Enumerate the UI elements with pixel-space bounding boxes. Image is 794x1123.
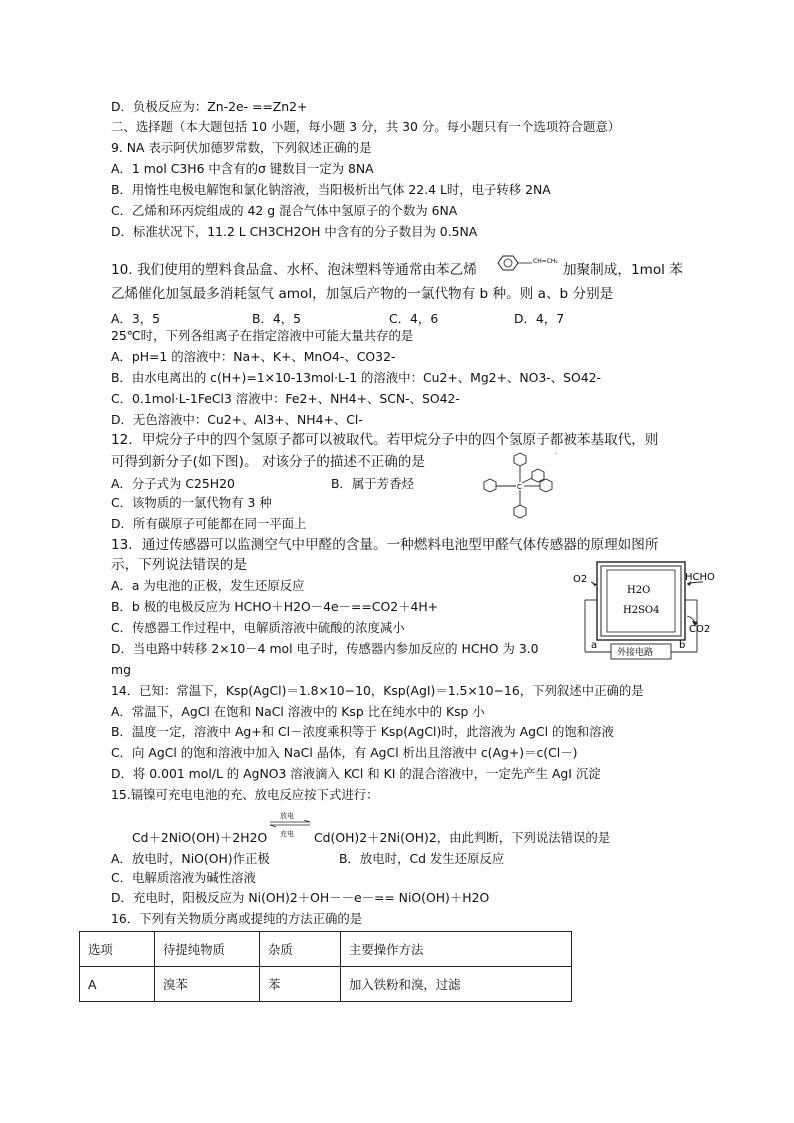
q13-option-c: C．传感器工作过程中，电解质溶液中硫酸的浓度减小 <box>111 620 405 635</box>
q12-option-a: A．分子式为 C25H20 <box>111 476 235 491</box>
cell-option: A <box>80 967 155 1002</box>
q10-option-c: C．4，6 <box>389 311 439 326</box>
h2so4-label: H2SO4 <box>623 605 660 616</box>
q9-option-d: D．标准状况下，11.2 L CH3CH2OH 中含有的分子数目为 0.5NA <box>111 224 478 239</box>
q10-option-a: A．3，5 <box>111 311 161 326</box>
q10-stem-part1: 10. 我们使用的塑料食品盒、水杯、泡沫塑料等通常由苯乙烯 <box>111 262 477 278</box>
q15-option-b: B．放电时，Cd 发生还原反应 <box>339 851 505 866</box>
q14-option-d: D．将 0.001 mol/L 的 AgNO3 溶液滴入 KCl 和 KI 的混合溶液中，一定先产生 AgI 沉淀 <box>111 766 601 781</box>
q13-stem-line2: 示，下列说法错误的是 <box>111 557 247 573</box>
external-circuit-label: 外接电路 <box>617 648 654 658</box>
q12-option-d: D．所有碳原子可能都在同一平面上 <box>111 516 307 531</box>
co2-label: CO2 <box>689 624 711 635</box>
table-row <box>80 967 572 1002</box>
q14-option-a: A．常温下，AgCl 在饱和 NaCl 溶液中的 Ksp 比在纯水中的 Ksp 小 <box>111 704 485 719</box>
header-method: 主要操作方法 <box>341 932 572 967</box>
q11-option-d: D．无色溶液中：Cu2+、Al3+、NH4+、Cl- <box>111 412 363 427</box>
q13-option-d-cont: mg <box>111 662 131 677</box>
q11-option-c: C．0.1mol·L-1FeCl3 溶液中：Fe2+、NH4+、SCN-、SO42- <box>111 391 460 406</box>
cell-impurity: 苯 <box>260 967 341 1002</box>
q12-option-b: B．属于芳香烃 <box>331 476 414 491</box>
q9-option-b: B．用惰性电极电解饱和氯化钠溶液，当阳极析出气体 22.4 L时，电子转移 2NA <box>111 182 551 197</box>
arrow-top-label: 放电 <box>280 812 294 820</box>
q11-stem: 25℃时，下列各组离子在指定溶液中可能大量共存的是 <box>111 328 414 343</box>
styrene-structure <box>492 252 562 274</box>
q13-stem-line1: 13．通过传感器可以监测空气中甲醛的含量。一种燃料电池型甲醛气体传感器的原理如图所 <box>111 537 659 553</box>
arrow-bottom-label: 充电 <box>280 830 294 838</box>
q13-option-a: A．a 为电池的正极，发生还原反应 <box>111 578 305 593</box>
q14-option-b: B．温度一定，溶液中 Ag+和 Cl－浓度乘积等于 Ksp(AgCl)时，此溶液为 AgCl 的饱和溶液 <box>111 724 614 739</box>
cell-method: 加入铁粉和溴，过滤 <box>341 967 572 1002</box>
q15-option-c: C．电解质溶液为碱性溶液 <box>111 870 256 885</box>
tetraphenylmethane-structure <box>476 452 566 526</box>
q13-option-b: B．b 极的电极反应为 HCHO＋H2O－4e－==CO2＋4H+ <box>111 599 439 614</box>
table-header-row <box>80 932 572 967</box>
header-substance: 待提纯物质 <box>155 932 260 967</box>
q16-stem: 16．下列有关物质分离或提纯的方法正确的是 <box>111 911 363 926</box>
electrode-b-label: b <box>679 640 686 651</box>
o2-label: O2 <box>573 574 588 585</box>
q11-option-a: A．pH=1 的溶液中：Na+、K+、MnO4-、CO32- <box>111 349 396 364</box>
svg-text:CH=CH₂: CH=CH₂ <box>533 258 558 265</box>
svg-text:`: ` <box>555 453 558 460</box>
q10-option-b: B．4，5 <box>252 311 302 326</box>
q12-option-c: C．该物质的一氯代物有 3 种 <box>111 495 272 510</box>
electrode-a-label: a <box>591 640 598 651</box>
q9-option-c: C．乙烯和环丙烷组成的 42 g 混合气体中氢原子的个数为 6NA <box>111 203 458 218</box>
q12-stem-line1: 12．甲烷分子中的四个氢原子都可以被取代。若甲烷分子中的四个氢原子都被苯基取代，则 <box>111 432 659 448</box>
separation-table <box>79 931 572 1002</box>
q15-option-d: D．充电时，阳极反应为 Ni(OH)2＋OH－－e－== NiO(OH)＋H2O <box>111 890 490 905</box>
q9-option-a: A．1 mol C3H6 中含有的σ 键数目一定为 8NA <box>111 161 374 176</box>
q12-stem-line2: 可得到新分子(如下图)。 对该分子的描述不正确的是 <box>111 454 425 470</box>
header-impurity: 杂质 <box>260 932 341 967</box>
q15-stem: 15.镉镍可充电电池的充、放电反应按下式进行： <box>111 787 379 802</box>
h2o-label: H2O <box>627 585 651 596</box>
fuel-cell-sensor-diagram <box>571 560 727 662</box>
svg-text:C: C <box>517 483 522 491</box>
q10-stem-part2: 加聚制成，1mol 苯 <box>563 262 683 278</box>
q15-equation-right: Cd(OH)2＋2Ni(OH)2，由此判断，下列说法错误的是 <box>314 830 611 845</box>
q15-option-a: A．放电时，NiO(OH)作正极 <box>111 851 270 866</box>
q11-option-b: B．由水电离出的 c(H+)=1×10-13mol·L-1 的溶液中：Cu2+、Mg2+、NO3-、SO42- <box>111 370 601 385</box>
q15-equation-left: Cd＋2NiO(OH)＋2H2O <box>132 830 268 845</box>
q10-stem-part3: 乙烯催化加氢最多消耗氢气 amol，加氢后产物的一氯代物有 b 种。则 a、b 分别是 <box>111 286 614 302</box>
hcho-label: HCHO <box>685 572 715 583</box>
cell-substance: 溴苯 <box>155 967 260 1002</box>
q9-stem: 9. NA 表示阿伏加德罗常数，下列叙述正确的是 <box>111 140 372 155</box>
section-heading: 二、选择题（本大题包括 10 小题，每小题 3 分，共 30 分。每小题只有一个选项符合题意） <box>111 119 621 134</box>
reversible-arrow <box>268 811 312 838</box>
q8-option-d: D．负极反应为：Zn-2e- ==Zn2+ <box>111 99 308 114</box>
q14-option-c: C．向 AgCl 的饱和溶液中加入 NaCl 晶体，有 AgCl 析出且溶液中 c(Ag+)＝c(Cl－) <box>111 745 578 760</box>
q14-stem: 14．已知：常温下，Ksp(AgCl)＝1.8×10−10，Ksp(AgI)＝1.5×10−16，下列叙述中正确的是 <box>111 683 644 698</box>
header-option: 选项 <box>80 932 155 967</box>
q13-option-d: D．当电路中转移 2×10－4 mol 电子时，传感器内参加反应的 HCHO 为 3.0 <box>111 641 539 656</box>
q10-option-d: D．4，7 <box>514 311 565 326</box>
